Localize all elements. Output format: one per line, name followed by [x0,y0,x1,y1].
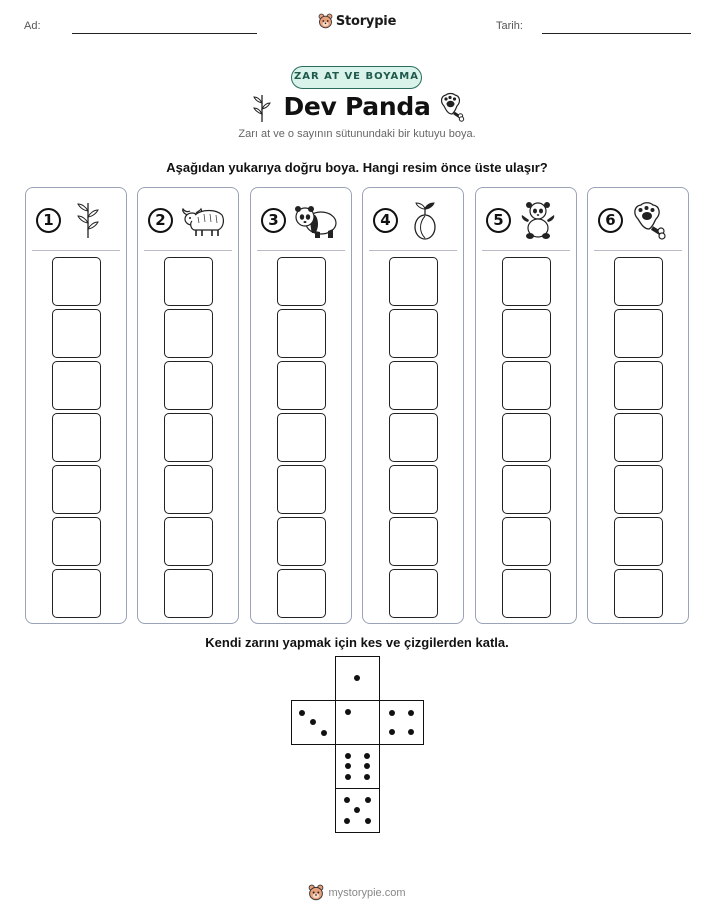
color-box[interactable] [277,465,326,514]
column-number: 6 [598,208,623,233]
color-box[interactable] [502,309,551,358]
brand-logo [0,13,714,34]
color-box[interactable] [502,413,551,462]
color-box[interactable] [164,413,213,462]
dice-pip [389,710,395,716]
footer-website[interactable]: mystorypie.com [328,886,406,899]
color-box[interactable] [614,517,663,566]
dice-pip [345,753,351,759]
color-box[interactable] [52,465,101,514]
column-divider [369,250,457,251]
color-box[interactable] [614,361,663,410]
column-6 [587,187,689,624]
dice-face-3 [291,700,336,745]
coloring-instruction: Aşağıdan yukarıya doğru boya. Hangi resim önce üste ulaşır? [166,160,548,175]
baby-panda-icon [518,201,558,241]
footer [0,884,714,906]
dice-pip [354,807,360,813]
color-box[interactable] [614,257,663,306]
panda-icon [293,201,339,241]
dice-face-6 [335,744,380,789]
color-box[interactable] [52,413,101,462]
color-box[interactable] [277,413,326,462]
column-4 [362,187,464,624]
storypie-bear-icon [318,13,333,29]
color-box[interactable] [502,465,551,514]
name-label: Ad: [24,20,41,32]
dice-pip [345,709,351,715]
column-number: 1 [36,208,61,233]
dice-pip [364,753,370,759]
dice-face-1 [335,656,380,701]
column-1 [25,187,127,624]
dice-pip [408,729,414,735]
cut-instruction: Kendi zarını yapmak için kes ve çizgilerden katla. [205,635,509,650]
dice-pip [310,719,316,725]
column-divider [144,250,232,251]
color-box[interactable] [614,465,663,514]
color-box[interactable] [52,569,101,618]
color-box[interactable] [164,517,213,566]
column-number: 2 [148,208,173,233]
dice-pip [408,710,414,716]
color-box[interactable] [502,517,551,566]
dice-pip [321,730,327,736]
column-number: 3 [261,208,286,233]
color-box[interactable] [502,569,551,618]
color-box[interactable] [502,257,551,306]
dice-pip [364,763,370,769]
yak-icon [180,201,226,239]
paw-bone-icon [438,92,466,122]
dice-pip [365,797,371,803]
dice-face-4 [379,700,424,745]
color-box[interactable] [277,569,326,618]
color-box[interactable] [277,309,326,358]
dice-face-1b [335,700,380,745]
color-box[interactable] [52,517,101,566]
color-box[interactable] [164,465,213,514]
column-2 [137,187,239,624]
dice-pip [345,763,351,769]
dice-pip [354,675,360,681]
column-number: 5 [486,208,511,233]
column-divider [594,250,682,251]
color-box[interactable] [389,413,438,462]
dice-pip [364,774,370,780]
color-box[interactable] [164,309,213,358]
color-box[interactable] [389,257,438,306]
color-box[interactable] [277,517,326,566]
color-box[interactable] [52,309,101,358]
column-divider [257,250,345,251]
brand-name: Storypie [335,13,397,29]
dice-pip [344,818,350,824]
dice-pip [345,774,351,780]
color-box[interactable] [389,361,438,410]
color-box[interactable] [277,361,326,410]
page-title: Dev Panda [283,92,431,121]
column-divider [32,250,120,251]
color-box[interactable] [164,257,213,306]
storypie-bear-icon [308,884,324,901]
paw-bone-icon [630,201,670,241]
column-divider [482,250,570,251]
color-box[interactable] [164,361,213,410]
date-label: Tarih: [496,20,523,32]
activity-badge: ZAR AT VE BOYAMA [291,66,422,89]
color-box[interactable] [277,257,326,306]
color-box[interactable] [52,257,101,306]
color-box[interactable] [614,309,663,358]
dice-pip [365,818,371,824]
color-box[interactable] [164,569,213,618]
color-box[interactable] [389,517,438,566]
seed-icon [405,201,445,241]
dice-face-5 [335,788,380,833]
color-box[interactable] [389,465,438,514]
color-box[interactable] [502,361,551,410]
color-box[interactable] [614,413,663,462]
bamboo-icon [68,201,108,239]
dice-pip [389,729,395,735]
column-number: 4 [373,208,398,233]
color-box[interactable] [52,361,101,410]
dice-pip [344,797,350,803]
page-subtitle: Zarı at ve o sayının sütunundaki bir kutuyu boya. [238,128,476,140]
color-box[interactable] [614,569,663,618]
color-box[interactable] [389,309,438,358]
dice-pip [299,710,305,716]
color-box[interactable] [389,569,438,618]
column-3 [250,187,352,624]
column-5 [475,187,577,624]
